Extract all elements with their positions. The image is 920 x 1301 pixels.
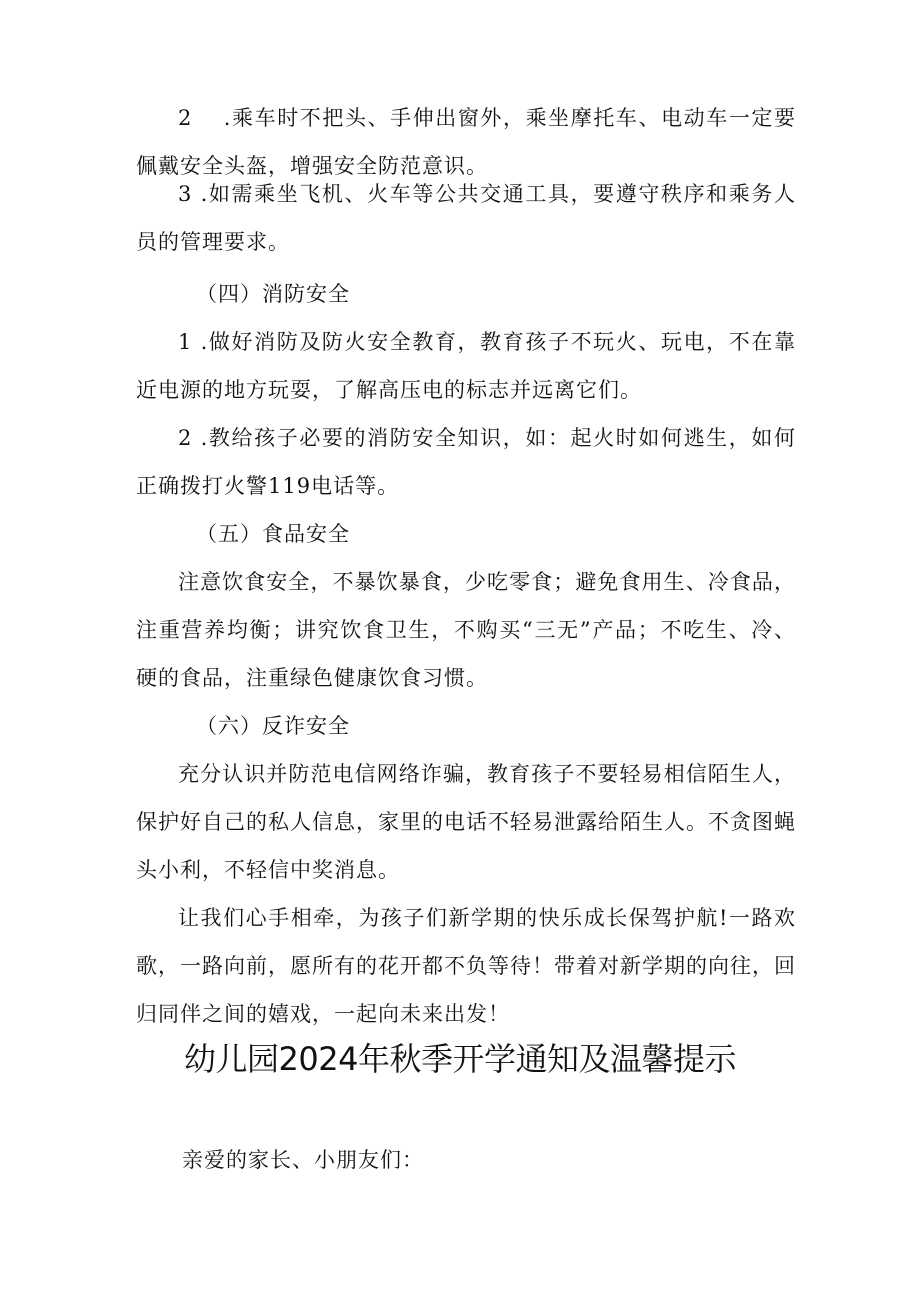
- section-heading-fraud-safety: （六）反诈安全: [196, 714, 350, 738]
- fire-safety-item-1: 1 .做好消防及防火安全教育，教育孩子不玩火、玩电，不在靠近电源的地方玩耍，了解高压电的标志并远离它们。: [136, 330, 796, 402]
- section-heading-fire-safety: （四）消防安全: [196, 282, 350, 306]
- traffic-item-3: 3 .如需乘坐飞机、火车等公共交通工具，要遵守秩序和乘务人员的管理要求。: [136, 182, 796, 254]
- closing-paragraph: 让我们心手相牵，为孩子们新学期的快乐成长保驾护航!一路欢歌，一路向前，愿所有的花开都不负等待！带着对新学期的向往，回归同伴之间的嬉戏，一起向未来出发！: [136, 906, 796, 1026]
- fraud-safety-text: 充分认识并防范电信网络诈骗，教育孩子不要轻易相信陌生人，保护好自己的私人信息，家里的电话不轻易泄露给陌生人。不贪图蝇头小利，不轻信中奖消息。: [136, 762, 796, 882]
- fire-safety-item-2: 2 .教给孩子必要的消防安全知识，如：起火时如何逃生，如何正确拨打火警119电话等。: [136, 426, 796, 498]
- document-title: 幼儿园2024年秋季开学通知及温馨提示: [184, 1040, 736, 1078]
- greeting-line: 亲爱的家长、小朋友们：: [182, 1148, 424, 1172]
- section-heading-food-safety: （五）食品安全: [196, 522, 350, 546]
- traffic-item-2: 2 .乘车时不把头、手伸出窗外，乘坐摩托车、电动车一定要佩戴安全头盔，增强安全防范意识。: [136, 106, 796, 178]
- food-safety-text: 注意饮食安全，不暴饮暴食，少吃零食；避免食用生、冷食品，注重营养均衡；讲究饮食卫生，不购买“三无”产品；不吃生、冷、硬的食品，注重绿色健康饮食习惯。: [136, 570, 796, 690]
